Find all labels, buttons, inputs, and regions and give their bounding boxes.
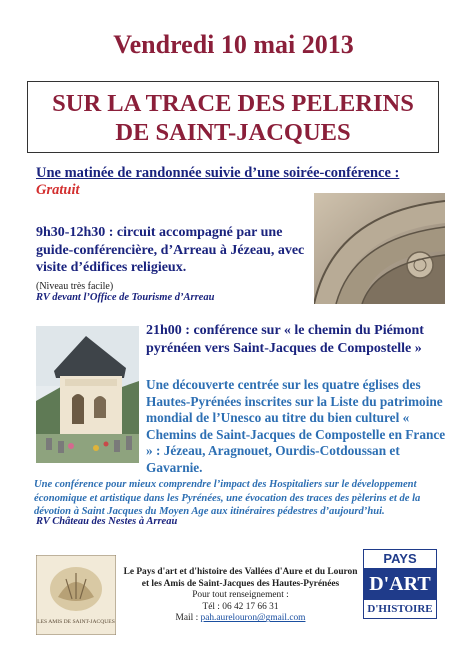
evening-conference-heading: 21h00 : conférence sur « le chemin du Piémont pyrénéen vers Saint-Jacques de Compostelle » [146,323,424,356]
title-line-2: DE SAINT-JACQUES [115,119,351,146]
amis-saint-jacques-logo [36,555,116,635]
morning-meeting-point: RV devant l’Office de Tourisme d’Arreau [36,292,215,303]
footer-email-link[interactable]: pah.aurelouron@gmail.com [200,613,306,624]
evening-conference-text: Une découverte centrée sur les quatre églises des Hautes-Pyrénées inscrites sur la Liste du patrimoine mondial de l’Unesco au titre du bien culturel « Chemins de Saint-Jacques de Compostelle en France » : Jézeau, Aragnouet, Ourdis-Cotdoussan et Gavarnie. [146,377,446,475]
evening-meeting-point: RV Château des Nestes à Arreau [36,516,178,527]
logo-art-text: D'ART [364,568,436,600]
title-line-1: SUR LA TRACE DES PELERINS [52,90,414,117]
stone-arch-photo [314,193,445,304]
event-date: Vendredi 10 mai 2013 [113,30,354,59]
logo-pays-text: PAYS [364,550,436,567]
footer-org-line2: et les Amis de Saint-Jacques des Hautes-Pyrénées [141,578,340,589]
morning-text: 9h30-12h30 : circuit accompagné par une guide-conférencière, d’Arreau à Jézeau, avec visite d’édifices religieux. [36,225,305,275]
difficulty-level: (Niveau très facile) [36,280,114,292]
intro-subtitle: Une matinée de randonnée suivie d’une soirée-conférence : [36,165,400,181]
footer-phone: Tél : 06 42 17 66 31 [202,601,279,612]
conference-description: Une conférence pour mieux comprendre l’impact des Hospitaliers sur le développement économique et artistique dans les Pyrénées, une évocation des traces des pèlerins et de la dévotion à Saint Jacques du Moyen Age aux itinéraires pédestres d’aujourd’hui. [34,479,421,517]
footer-info-label: Pour tout renseignement : [192,590,289,601]
chapel-photo [36,326,139,463]
footer-contact [118,567,363,625]
logo-histoire-text: D'HISTOIRE [367,603,433,615]
footer-mail-label: Mail : [175,613,199,624]
amis-logo-text: LES AMIS DE SAINT-JACQUES [37,619,115,625]
footer-org-line1: Le Pays d'art et d'histoire des Vallées d'Aure et du Louron [123,567,358,577]
morning-program [36,224,311,295]
price-label: Gratuit [36,182,80,198]
pays-art-histoire-logo [363,549,437,619]
